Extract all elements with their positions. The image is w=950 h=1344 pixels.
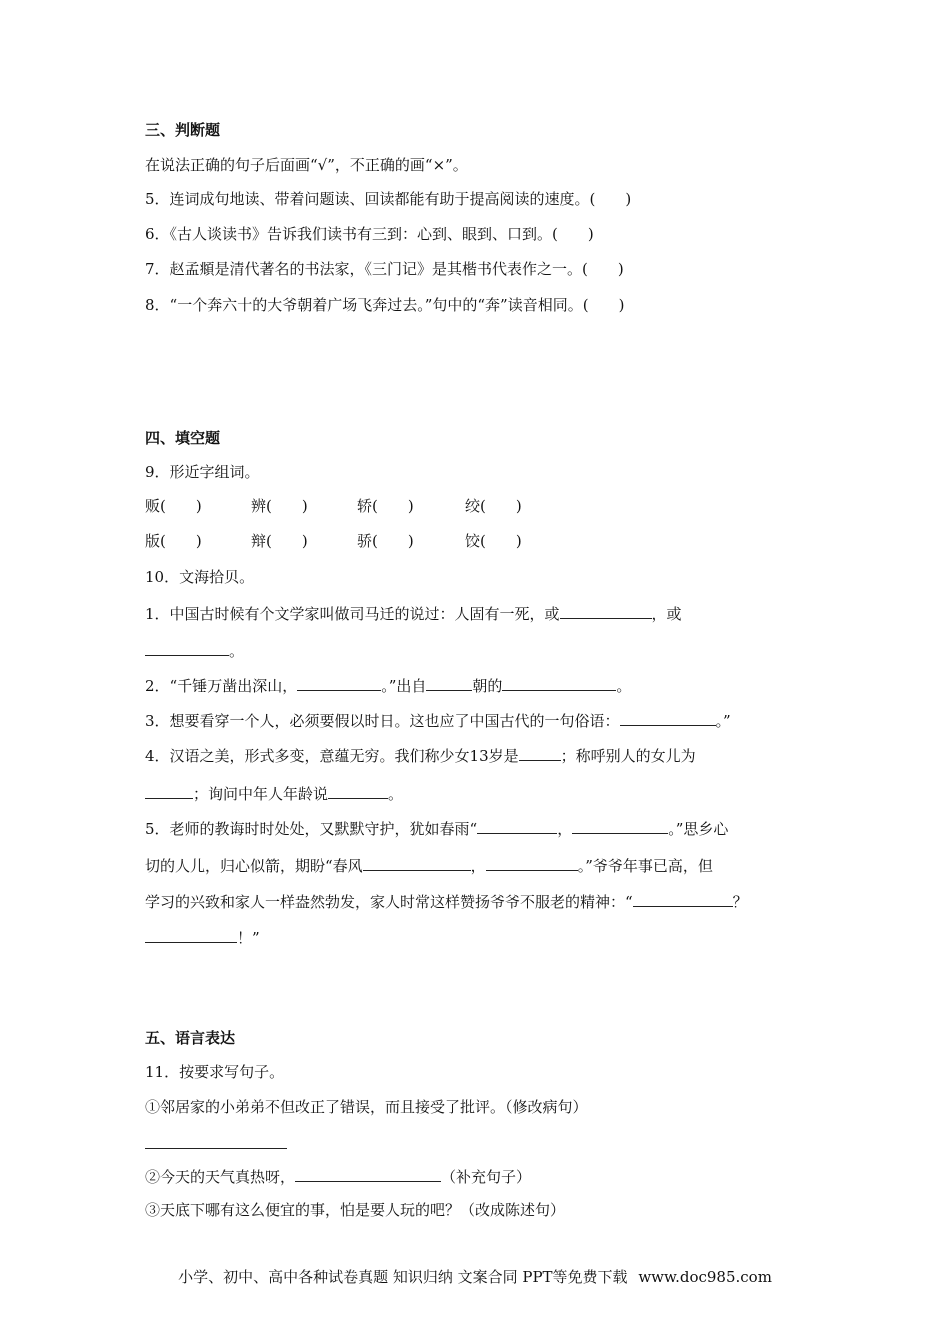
answer-blank[interactable] [502,675,616,691]
word-cell: 辨( ) [251,497,308,515]
word-cell: 轿( ) [357,497,414,515]
fill-item-4: 4．汉语之美，形式多变，意蕴无穷。我们称少女13岁是 ；称呼别人的女儿为 [145,747,696,765]
word-cell: 辩( ) [251,532,308,550]
fill-item-3: 3．想要看穿一个人，必须要假以时日。这也应了中国古代的一句俗语： 。” [145,712,731,730]
answer-blank[interactable] [297,675,381,691]
answer-blank[interactable] [363,855,471,871]
answer-blank[interactable] [145,927,237,943]
answer-blank[interactable] [477,818,557,834]
section-4-heading: 四、填空题 [145,429,221,447]
question-10: 10．文海拾贝。 [145,568,255,586]
answer-blank[interactable] [328,783,388,799]
section-3-instruction: 在说法正确的句子后面画“√”，不正确的画“×”。 [145,156,468,174]
answer-blank[interactable] [633,891,733,907]
question-6: 6．《古人谈读书》告诉我们读书有三到：心到、眼到、口到。( ) [145,225,594,243]
section-5-heading: 五、语言表达 [145,1029,236,1047]
word-cell: 绞( ) [465,497,522,515]
fill-item-4-cont: ；询问中年人年龄说 。 [145,783,403,804]
answer-blank[interactable] [145,640,229,656]
word-cell: 贩( ) [145,497,202,515]
answer-blank[interactable] [145,783,193,799]
question-9: 9．形近字组词。 [145,463,260,481]
fill-item-5: 5．老师的教诲时时处处，又默默守护，犹如春雨“ ， 。”思乡心 [145,820,729,838]
page-footer [0,1266,950,1287]
fill-item-5-cont3: ！” [145,927,260,948]
footer-site-link[interactable]: www.doc985.com [638,1268,772,1286]
question-5: 5．连词成句地读、带着问题读、回读都能有助于提高阅读的速度。( ) [145,190,632,208]
fill-item-5-cont: 切的人儿，归心似箭，期盼“春风 ， 。”爷爷年事已高，但 [145,857,713,875]
footer-text: 小学、初中、高中各种试卷真题 知识归纳 文案合同 PPT等免费下载 [178,1268,628,1286]
question-11: 11．按要求写句子。 [145,1063,285,1081]
answer-blank[interactable] [572,818,668,834]
word-cell: 骄( ) [357,532,414,550]
answer-blank[interactable] [426,675,472,691]
answer-blank[interactable] [560,603,652,619]
answer-blank[interactable] [295,1166,441,1182]
word-cell: 饺( ) [465,532,522,550]
fill-item-2: 2．“千锤万凿出深山， 。”出自 朝的 。 [145,677,632,695]
fill-item-5-cont2: 学习的兴致和家人一样盎然勃发，家人时常这样赞扬爷爷不服老的精神：“ ？ [145,893,748,911]
sentence-task-3: ③天底下哪有这么便宜的事，怕是要人玩的吧？（改成陈述句） [145,1201,566,1219]
sentence-task-2: ②今天的天气真热呀， （补充句子） [145,1168,532,1186]
answer-line[interactable] [145,1148,287,1149]
sentence-task-1: ①邻居家的小弟弟不但改正了错误，而且接受了批评。（修改病句） [145,1098,588,1116]
answer-blank[interactable] [620,710,716,726]
section-3-heading: 三、判断题 [145,121,221,139]
fill-item-1: 1．中国古时候有个文学家叫做司马迁的说过：人固有一死，或 ，或 [145,605,682,623]
answer-blank[interactable] [486,855,578,871]
fill-item-1-cont: 。 [145,640,244,661]
word-cell: 版( ) [145,532,202,550]
question-8: 8．“一个奔六十的大爷朝着广场飞奔过去。”句中的“奔”读音相同。( ) [145,296,625,314]
question-7: 7．赵孟頫是清代著名的书法家，《三门记》是其楷书代表作之一。( ) [145,260,624,278]
answer-blank[interactable] [519,745,561,761]
